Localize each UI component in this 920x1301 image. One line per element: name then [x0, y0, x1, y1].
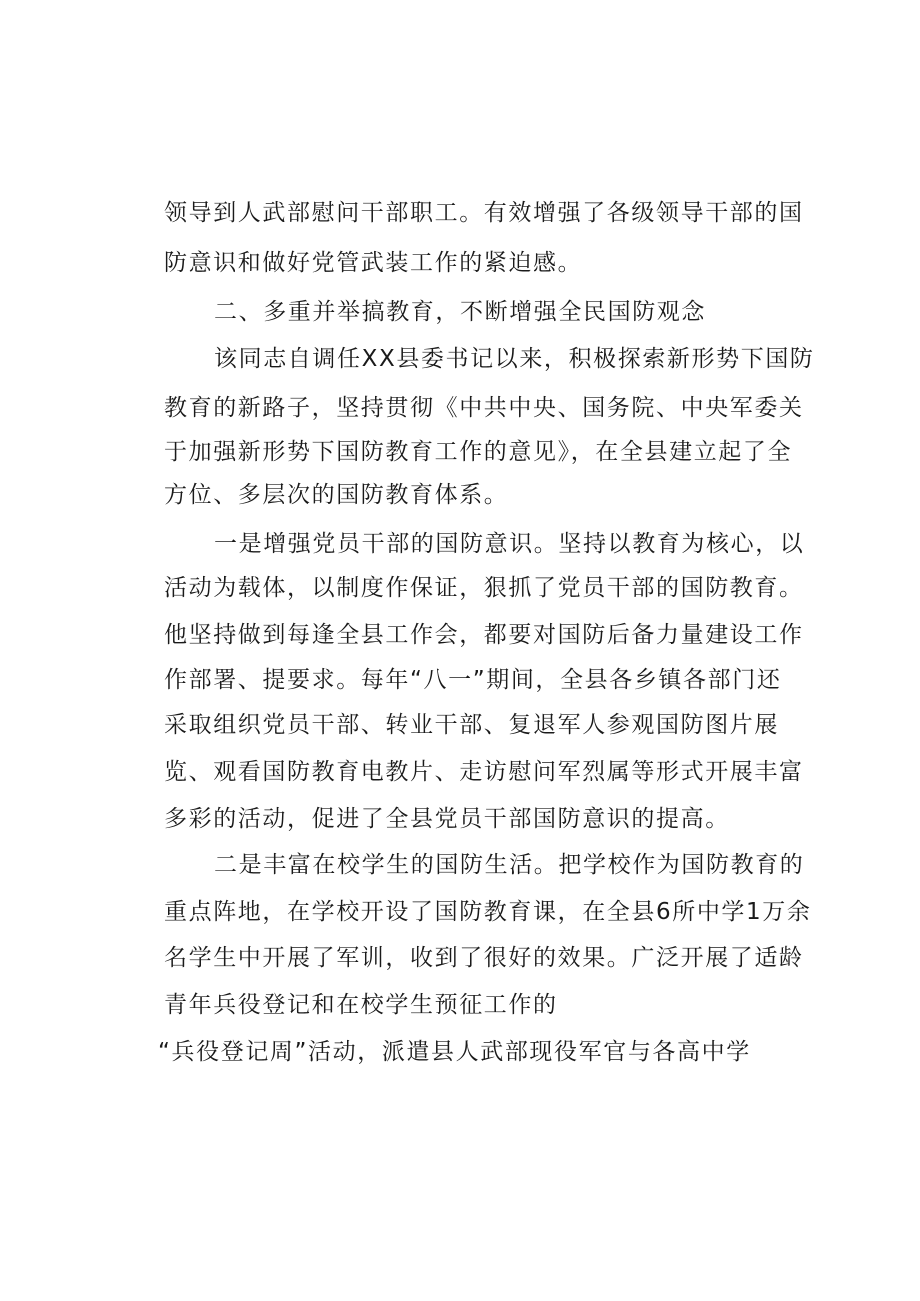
section-heading: 二、多重并举搞教育，不断增强全民国防观念	[214, 299, 706, 325]
text-line: 青年兵役登记和在校学生预征工作的	[164, 992, 558, 1018]
text-line: 他坚持做到每逢全县工作会，都要对国防后备力量建设工作	[164, 622, 804, 648]
text-line: 览、观看国防教育电教片、走访慰问军烈属等形式开展丰富	[164, 759, 804, 785]
text-line: 多彩的活动，促进了全县党员干部国防意识的提高。	[164, 806, 730, 832]
text-line: 领导到人武部慰问干部职工。有效增强了各级领导干部的国	[164, 200, 804, 226]
text-line: 名学生中开展了军训，收到了很好的效果。广泛开展了适龄	[164, 945, 804, 971]
text-line: “兵役登记周”活动，派遣县人武部现役军官与各高中学	[158, 1039, 751, 1065]
text-line: 重点阵地，在学校开设了国防教育课，在全县6所中学1万余	[164, 899, 812, 925]
text-line: 采取组织党员干部、转业干部、复退军人参观国防图片展	[164, 712, 779, 738]
paragraph-start: 二是丰富在校学生的国防生活。把学校作为国防教育的	[214, 852, 805, 878]
text-line: 活动为载体，以制度作保证，狠抓了党员干部的国防教育。	[164, 575, 804, 601]
paragraph-start: 一是增强党员干部的国防意识。坚持以教育为核心，以	[214, 531, 805, 557]
text-line: 防意识和做好党管武装工作的紧迫感。	[164, 250, 583, 276]
text-line: 方位、多层次的国防教育体系。	[164, 482, 509, 508]
text-line: 作部署、提要求。每年“八一”期间，全县各乡镇各部门还	[164, 667, 782, 693]
text-line: 于加强新形势下国防教育工作的意见》，在全县建立起了全	[164, 439, 793, 465]
paragraph-start: 该同志自调任XX县委书记以来，积极探索新形势下国防	[214, 346, 815, 372]
text-line: 教育的新路子，坚持贯彻《中共中央、国务院、中央军委关	[164, 395, 804, 421]
